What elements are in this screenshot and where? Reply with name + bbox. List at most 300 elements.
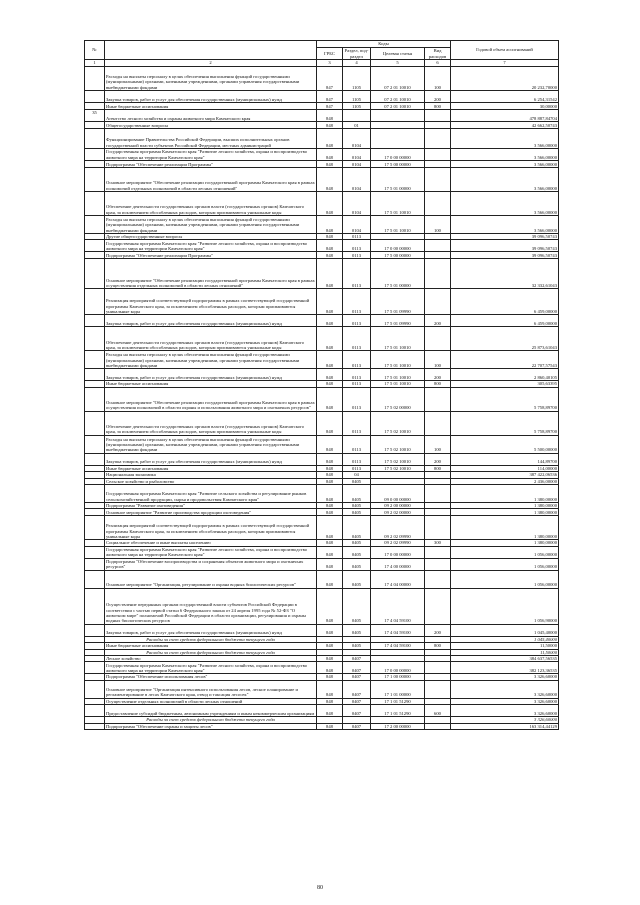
statya-cell: 17 4 04 59100 — [371, 624, 425, 636]
amount-cell: 163 314,44129 — [451, 723, 559, 729]
amount-cell: 42 662,50743 — [451, 122, 559, 129]
table-row — [85, 240, 559, 252]
statya-cell: 17 1 01 51290 — [371, 705, 425, 717]
description-cell: Общегосударственные вопросы — [105, 122, 317, 129]
table-row — [85, 192, 559, 216]
grbs-cell: 848 — [317, 588, 343, 624]
amount-cell: 3 326,60000 — [451, 674, 559, 680]
amount-cell: 3 326,60000 — [451, 698, 559, 704]
row-number-cell — [85, 570, 105, 588]
grbs-cell: 847 — [317, 103, 343, 110]
description-cell: Закупка товаров, работ и услуг для обеспечения государственных (муниципальных) нужд — [105, 315, 317, 327]
amount-cell: 305,63395 — [451, 381, 559, 387]
vid-cell — [425, 485, 451, 503]
grbs-cell: 848 — [317, 624, 343, 636]
statya-cell: 17 1 01 51290 — [371, 698, 425, 704]
razdel-cell: 0407 — [343, 705, 371, 717]
grbs-cell: 848 — [317, 516, 343, 540]
description-cell: Закупка товаров, работ и услуг для обеспечения государственных (муниципальных) нужд — [105, 453, 317, 465]
row-number-cell — [85, 129, 105, 149]
vid-cell: 100 — [425, 216, 451, 234]
statya-cell: 17 5 02 10010 — [371, 435, 425, 453]
table-row — [85, 723, 559, 729]
amount-cell: 39 096,50743 — [451, 240, 559, 252]
description-cell: Лесное хозяйство — [105, 656, 317, 662]
column-index-cell: 3 — [317, 60, 343, 67]
razdel-cell: 0104 — [343, 216, 371, 234]
razdel-cell: 0104 — [343, 168, 371, 192]
table-row — [85, 168, 559, 192]
amount-cell: 6 459,00000 — [451, 289, 559, 315]
vid-cell — [425, 662, 451, 674]
table-row — [85, 509, 559, 516]
amount-cell: 1 380,00000 — [451, 509, 559, 516]
razdel-cell: 0113 — [343, 369, 371, 381]
description-cell: Обеспечение деятельности государственных органов власти (государственных органов) Камчатского края, за исключением обособленных расходов, которым присваиваются уникальные коды — [105, 327, 317, 351]
grbs-cell: 848 — [317, 234, 343, 240]
statya-cell: 09 2 02 09990 — [371, 516, 425, 540]
vid-cell — [425, 122, 451, 129]
description-cell: Реализация мероприятий соответствующей подпрограммы в рамках соответствующей государственной программы Камчатского края, за исключением обособленных расходов, которым присваиваются уникальные коды — [105, 516, 317, 540]
razdel-cell: 0405 — [343, 570, 371, 588]
description-cell: Иные бюджетные ассигнования — [105, 381, 317, 387]
statya-cell: 17 1 01 00000 — [371, 680, 425, 698]
razdel-cell: 1105 — [343, 103, 371, 110]
description-cell: Обеспечение деятельности государственных органов власти (государственных органов) Камчатского края, за исключением обособленных расходов, которым присваиваются уникальные коды — [105, 411, 317, 435]
razdel-cell: 0405 — [343, 485, 371, 503]
razdel-cell: 0113 — [343, 252, 371, 259]
column-header-razdel: Раздел, под-раздел — [343, 48, 371, 60]
statya-cell: 17 5 01 00000 — [371, 259, 425, 289]
column-header-number: № — [85, 41, 105, 60]
vid-cell: 100 — [425, 435, 451, 453]
statya-cell: 17 4 04 59100 — [371, 588, 425, 624]
vid-cell — [425, 259, 451, 289]
row-number-cell — [85, 705, 105, 717]
grbs-cell: 848 — [317, 122, 343, 129]
razdel-cell: 0113 — [343, 259, 371, 289]
column-index-cell: 4 — [343, 60, 371, 67]
row-number-cell — [85, 327, 105, 351]
row-number-cell — [85, 558, 105, 570]
row-number-cell — [85, 67, 105, 91]
description-cell: Иные бюджетные ассигнования — [105, 103, 317, 110]
vid-cell — [425, 289, 451, 315]
table-row — [85, 289, 559, 315]
statya-cell: 17 0 00 00000 — [371, 240, 425, 252]
grbs-cell: 848 — [317, 509, 343, 516]
table-row — [85, 387, 559, 411]
vid-cell — [425, 161, 451, 168]
column-header-description — [105, 41, 317, 60]
column-index-cell: 6 — [425, 60, 451, 67]
table-row — [85, 315, 559, 327]
description-cell: Подпрограмма "Развитие охотоведения" — [105, 503, 317, 509]
statya-cell: 17 5 01 10010 — [371, 381, 425, 387]
grbs-cell: 848 — [317, 674, 343, 680]
column-index-row — [85, 60, 559, 67]
amount-cell: 25 873,61043 — [451, 327, 559, 351]
table-row — [85, 570, 559, 588]
razdel-cell: 0113 — [343, 289, 371, 315]
grbs-cell: 848 — [317, 387, 343, 411]
description-cell: Государственная программа Камчатского края "Развитие лесного хозяйства, охрана и воспроизводство животного мира на территории Камчатского края" — [105, 149, 317, 161]
description-cell: Иные бюджетные ассигнования — [105, 465, 317, 471]
statya-cell — [371, 129, 425, 149]
razdel-cell: 0113 — [343, 381, 371, 387]
statya-cell: 07 2 01 10010 — [371, 103, 425, 110]
grbs-cell: 848 — [317, 485, 343, 503]
grbs-cell: 848 — [317, 252, 343, 259]
description-cell: Закупка товаров, работ и услуг для обеспечения государственных (муниципальных) нужд — [105, 624, 317, 636]
statya-cell: 17 5 01 10010 — [371, 327, 425, 351]
table-row — [85, 216, 559, 234]
amount-cell: 1 380,00000 — [451, 540, 559, 546]
grbs-cell: 847 — [317, 67, 343, 91]
grbs-cell: 847 — [317, 91, 343, 103]
statya-cell: 17 5 01 10010 — [371, 216, 425, 234]
description-cell: Основное мероприятие "Обеспечение реализации государственной программы Камчатского края в рамках полномочий отдельных полномочий в области лесных отношений" — [105, 168, 317, 192]
vid-cell: 200 — [425, 369, 451, 381]
statya-cell: 17 5 02 00000 — [371, 387, 425, 411]
grbs-cell: 848 — [317, 216, 343, 234]
grbs-cell: 848 — [317, 680, 343, 698]
vid-cell — [425, 558, 451, 570]
vid-cell — [425, 387, 451, 411]
razdel-cell: 0113 — [343, 435, 371, 453]
grbs-cell: 848 — [317, 643, 343, 649]
amount-cell: 1 045,40000 — [451, 636, 559, 642]
amount-cell: 478 887,84704 — [451, 110, 559, 122]
amount-cell: 1 056,90000 — [451, 588, 559, 624]
page-number: 80 — [317, 885, 323, 891]
vid-cell — [425, 192, 451, 216]
description-cell: Подпрограмма "Обеспечение воспроизводства и сохранения объектов животного мира и охотничьих ресурсов" — [105, 558, 317, 570]
description-cell: Закупка товаров, работ и услуг для обеспечения государственных (муниципальных) нужд — [105, 369, 317, 381]
grbs-cell: 848 — [317, 411, 343, 435]
table-row — [85, 453, 559, 465]
table-row — [85, 259, 559, 289]
amount-cell: 6 254,31542 — [451, 91, 559, 103]
grbs-cell: 848 — [317, 369, 343, 381]
row-number-cell — [85, 192, 105, 216]
vid-cell — [425, 588, 451, 624]
razdel-cell: 0407 — [343, 656, 371, 662]
amount-cell: 2 860,40105 — [451, 369, 559, 381]
razdel-cell: 0407 — [343, 723, 371, 729]
description-cell: Агентство лесного хозяйства и охраны животного мира Камчатского края — [105, 110, 317, 122]
statya-cell: 09 2 00 00000 — [371, 503, 425, 509]
description-cell: Расходы за счет средств федерального бюджета текущего года — [105, 636, 317, 642]
amount-cell: 3 566,00000 — [451, 168, 559, 192]
vid-cell — [425, 327, 451, 351]
row-number-cell — [85, 315, 105, 327]
statya-cell: 17 5 01 09990 — [371, 315, 425, 327]
vid-cell: 300 — [425, 540, 451, 546]
vid-cell: 200 — [425, 91, 451, 103]
row-number-cell — [85, 103, 105, 110]
grbs-cell: 848 — [317, 705, 343, 717]
description-cell: Расходы за счет средств федерального бюджета текущего года — [105, 649, 317, 655]
statya-cell: 09 2 02 00000 — [371, 509, 425, 516]
description-cell: Государственная программа Камчатского края "Развитие лесного хозяйства, охрана и воспроизводство животного мира на территории Камчатского края" — [105, 662, 317, 674]
amount-cell: 3 566,00000 — [451, 216, 559, 234]
amount-cell: 3 566,00000 — [451, 149, 559, 161]
grbs-cell: 848 — [317, 435, 343, 453]
vid-cell — [425, 168, 451, 192]
amount-cell: 5 758,89700 — [451, 387, 559, 411]
razdel-cell: 0113 — [343, 234, 371, 240]
column-index-cell: 7 — [451, 60, 559, 67]
description-cell: Национальная экономика — [105, 472, 317, 478]
razdel-cell: 0405 — [343, 588, 371, 624]
row-number-cell — [85, 453, 105, 465]
amount-cell: 3 326,60000 — [451, 717, 559, 723]
razdel-cell: 0407 — [343, 674, 371, 680]
row-number-cell — [85, 411, 105, 435]
amount-cell: 387 422,06536 — [451, 472, 559, 478]
vid-cell — [425, 252, 451, 259]
razdel-cell: 0405 — [343, 643, 371, 649]
vid-cell: 800 — [425, 465, 451, 471]
amount-cell: 1 380,00000 — [451, 485, 559, 503]
vid-cell — [425, 129, 451, 149]
statya-cell: 17 4 04 59100 — [371, 643, 425, 649]
description-cell: Социальное обеспечение и иные выплаты населению — [105, 540, 317, 546]
description-cell: Основное мероприятие "Организация, регулирование и охрана водных биологических ресурсов" — [105, 570, 317, 588]
description-cell: Основное мероприятие "Организация интенсивного использования лесов, лесное планирование и регламентирование в лесах Камчатского края, отвод и таксация лесосек" — [105, 680, 317, 698]
razdel-cell: 0405 — [343, 478, 371, 484]
grbs-cell: 848 — [317, 465, 343, 471]
row-number-cell — [85, 369, 105, 381]
description-cell: Расходы за счет средств федерального бюджета текущего года — [105, 717, 317, 723]
table-row — [85, 103, 559, 110]
description-cell: Осуществление переданных органам государственной власти субъектов Российской Федерации в соответствии с частью первой статьи 6 Федерального закона от 24 апреля 1995 года № 52-ФЗ "О животном мире" полномочий Российской Федерации в области организации, регулирования и охраны водных биологических ресурсов — [105, 588, 317, 624]
grbs-cell: 848 — [317, 478, 343, 484]
description-cell: Основное мероприятие "Развитие производства продукции охотоведения" — [105, 509, 317, 516]
row-number-cell — [85, 435, 105, 453]
row-number-cell — [85, 723, 105, 729]
razdel-cell: 0113 — [343, 411, 371, 435]
statya-cell: 17 0 00 00000 — [371, 546, 425, 558]
table-row — [85, 558, 559, 570]
statya-cell: 17 5 01 09990 — [371, 289, 425, 315]
row-number-cell — [85, 216, 105, 234]
table-row — [85, 546, 559, 558]
grbs-cell: 848 — [317, 472, 343, 478]
razdel-cell: 01 — [343, 122, 371, 129]
statya-cell: 17 5 02 10010 — [371, 465, 425, 471]
amount-cell: 22 707,57543 — [451, 351, 559, 369]
amount-cell: 382 123,36535 — [451, 662, 559, 674]
description-cell: Функционирование Правительства Российской Федерации, высших исполнительных органов государственной власти субъектов Российской Федерации, местных администраций — [105, 129, 317, 149]
table-row — [85, 327, 559, 351]
statya-cell: 17 5 01 10010 — [371, 369, 425, 381]
table-row — [85, 149, 559, 161]
razdel-cell: 0113 — [343, 351, 371, 369]
statya-cell: 17 5 02 10010 — [371, 411, 425, 435]
vid-cell: 600 — [425, 705, 451, 717]
grbs-cell: 848 — [317, 453, 343, 465]
grbs-cell: 848 — [317, 540, 343, 546]
razdel-cell: 0405 — [343, 558, 371, 570]
amount-cell: 384 637,56535 — [451, 656, 559, 662]
description-cell: Закупка товаров, работ и услуг для обеспечения государственных (муниципальных) нужд — [105, 91, 317, 103]
table-row — [85, 369, 559, 381]
vid-cell: 800 — [425, 643, 451, 649]
row-number-cell — [85, 624, 105, 636]
column-index-cell: 2 — [105, 60, 317, 67]
grbs-cell: 848 — [317, 723, 343, 729]
row-number-cell — [85, 485, 105, 503]
amount-cell: 3 566,00000 — [451, 129, 559, 149]
razdel-cell: 1105 — [343, 91, 371, 103]
row-number-cell — [85, 259, 105, 289]
vid-cell — [425, 240, 451, 252]
statya-cell: 07 2 01 10010 — [371, 67, 425, 91]
column-header-vid: Вид расходов — [425, 48, 451, 60]
statya-cell: 17 5 01 10010 — [371, 192, 425, 216]
grbs-cell: 848 — [317, 570, 343, 588]
row-number-cell — [85, 122, 105, 129]
row-number-cell — [85, 387, 105, 411]
razdel-cell: 04 — [343, 472, 371, 478]
table-row — [85, 122, 559, 129]
razdel-cell: 0113 — [343, 465, 371, 471]
vid-cell — [425, 546, 451, 558]
amount-cell: 1 056,00000 — [451, 558, 559, 570]
description-cell: Сельское хозяйство и рыболовство — [105, 478, 317, 484]
amount-cell: 11,50000 — [451, 643, 559, 649]
vid-cell: 200 — [425, 315, 451, 327]
row-number-cell: 35 — [85, 110, 105, 122]
amount-cell: 1 056,00000 — [451, 570, 559, 588]
statya-cell: 09 0 00 00000 — [371, 485, 425, 503]
table-row — [85, 252, 559, 259]
razdel-cell: 0405 — [343, 624, 371, 636]
table-row — [85, 67, 559, 91]
vid-cell: 100 — [425, 351, 451, 369]
razdel-cell: 0113 — [343, 387, 371, 411]
grbs-cell: 848 — [317, 656, 343, 662]
row-number-cell — [85, 161, 105, 168]
razdel-cell: 0405 — [343, 503, 371, 509]
table-row — [85, 411, 559, 435]
amount-cell: 3 326,60000 — [451, 680, 559, 698]
statya-cell: 09 2 02 09990 — [371, 540, 425, 546]
statya-cell: 17 0 00 00000 — [371, 149, 425, 161]
grbs-cell: 848 — [317, 149, 343, 161]
razdel-cell: 0113 — [343, 240, 371, 252]
description-cell: Подпрограмма "Обеспечение охраны и защиты лесов" — [105, 723, 317, 729]
statya-cell: 17 0 00 00000 — [371, 662, 425, 674]
razdel-cell: 0104 — [343, 192, 371, 216]
statya-cell: 17 5 00 00000 — [371, 161, 425, 168]
amount-cell: 30,00000 — [451, 103, 559, 110]
razdel-cell: 0405 — [343, 540, 371, 546]
grbs-cell: 848 — [317, 351, 343, 369]
row-number-cell — [85, 240, 105, 252]
grbs-cell: 848 — [317, 327, 343, 351]
razdel-cell: 0104 — [343, 129, 371, 149]
description-cell: Другие общегосударственные вопросы — [105, 234, 317, 240]
statya-cell: 07 2 01 10010 — [371, 91, 425, 103]
row-number-cell — [85, 149, 105, 161]
table-row — [85, 680, 559, 698]
row-number-cell — [85, 91, 105, 103]
vid-cell — [425, 110, 451, 122]
column-index-cell: 1 — [85, 60, 105, 67]
grbs-cell: 848 — [317, 240, 343, 252]
grbs-cell: 848 — [317, 192, 343, 216]
amount-cell: 5 758,89700 — [451, 411, 559, 435]
row-number-cell — [85, 168, 105, 192]
vid-cell: 200 — [425, 624, 451, 636]
table-row — [85, 351, 559, 369]
vid-cell — [425, 723, 451, 729]
table-row — [85, 705, 559, 717]
razdel-cell: 0405 — [343, 509, 371, 516]
vid-cell — [425, 149, 451, 161]
vid-cell: 100 — [425, 67, 451, 91]
razdel-cell: 0104 — [343, 149, 371, 161]
row-number-cell — [85, 351, 105, 369]
description-cell: Основное мероприятие "Обеспечение реализации государственной программы Камчатского края в рамках осуществления отдельных полномочий в области лесных отношений" — [105, 259, 317, 289]
table-row — [85, 91, 559, 103]
row-number-cell — [85, 546, 105, 558]
row-number-cell — [85, 516, 105, 540]
table-row — [85, 435, 559, 453]
vid-cell — [425, 516, 451, 540]
budget-table — [84, 40, 559, 730]
amount-cell: 3 566,00000 — [451, 161, 559, 168]
vid-cell — [425, 509, 451, 516]
description-cell: Расходы на выплаты персоналу в целях обеспечения выполнения функций государственными (муниципальными) органами, казенными учреждениями, органами управления государственными внебюджетными фондами — [105, 435, 317, 453]
vid-cell — [425, 680, 451, 698]
description-cell: Обеспечение деятельности государственных органов власти (государственных органов) Камчатского края, за исключением обособленных расходов, которым присваиваются уникальные коды — [105, 192, 317, 216]
vid-cell: 800 — [425, 381, 451, 387]
statya-cell: 17 4 00 00000 — [371, 558, 425, 570]
razdel-cell: 0405 — [343, 546, 371, 558]
table-row — [85, 588, 559, 624]
grbs-cell: 848 — [317, 161, 343, 168]
amount-cell: 1 045,40000 — [451, 624, 559, 636]
amount-cell: 1 056,00000 — [451, 546, 559, 558]
grbs-cell: 848 — [317, 168, 343, 192]
grbs-cell: 848 — [317, 546, 343, 558]
row-number-cell — [85, 509, 105, 516]
grbs-cell: 848 — [317, 558, 343, 570]
razdel-cell: 0113 — [343, 327, 371, 351]
razdel-cell — [343, 110, 371, 122]
razdel-cell: 1105 — [343, 67, 371, 91]
description-cell: Подпрограмма "Обеспечение реализации Программы" — [105, 161, 317, 168]
description-cell: Расходы на выплаты персоналу в целях обеспечения выполнения функций государственными (муниципальными) органами, казенными учреждениями, органами управления государственными внебюджетными фондами — [105, 216, 317, 234]
description-cell: Государственная программа Камчатского края "Развитие лесного хозяйства, охрана и воспроизводство животного мира на территории Камчатского края" — [105, 240, 317, 252]
description-cell: Осуществление отдельных полномочий в области лесных отношений — [105, 698, 317, 704]
row-number-cell — [85, 588, 105, 624]
razdel-cell: 0104 — [343, 161, 371, 168]
description-cell: Расходы на выплаты персоналу в целях обеспечения выполнения функций государственными (муниципальными) органами, казенными учреждениями, органами управления государственными внебюджетными фондами — [105, 67, 317, 91]
description-cell: Государственная программа Камчатского края "Развитие лесного хозяйства, охрана и воспроизводство животного мира на территории Камчатского края" — [105, 546, 317, 558]
description-cell: Расходы на выплаты персоналу в целях обеспечения выполнения функций государственными (муниципальными) органами, казенными учреждениями, органами управления государственными внебюджетными фондами — [105, 351, 317, 369]
amount-cell: 1 380,00000 — [451, 516, 559, 540]
column-header-codes: Коды — [317, 41, 451, 48]
amount-cell: 20 232,70000 — [451, 67, 559, 91]
razdel-cell: 0405 — [343, 516, 371, 540]
statya-cell — [371, 110, 425, 122]
amount-cell: 2 436,00000 — [451, 478, 559, 484]
